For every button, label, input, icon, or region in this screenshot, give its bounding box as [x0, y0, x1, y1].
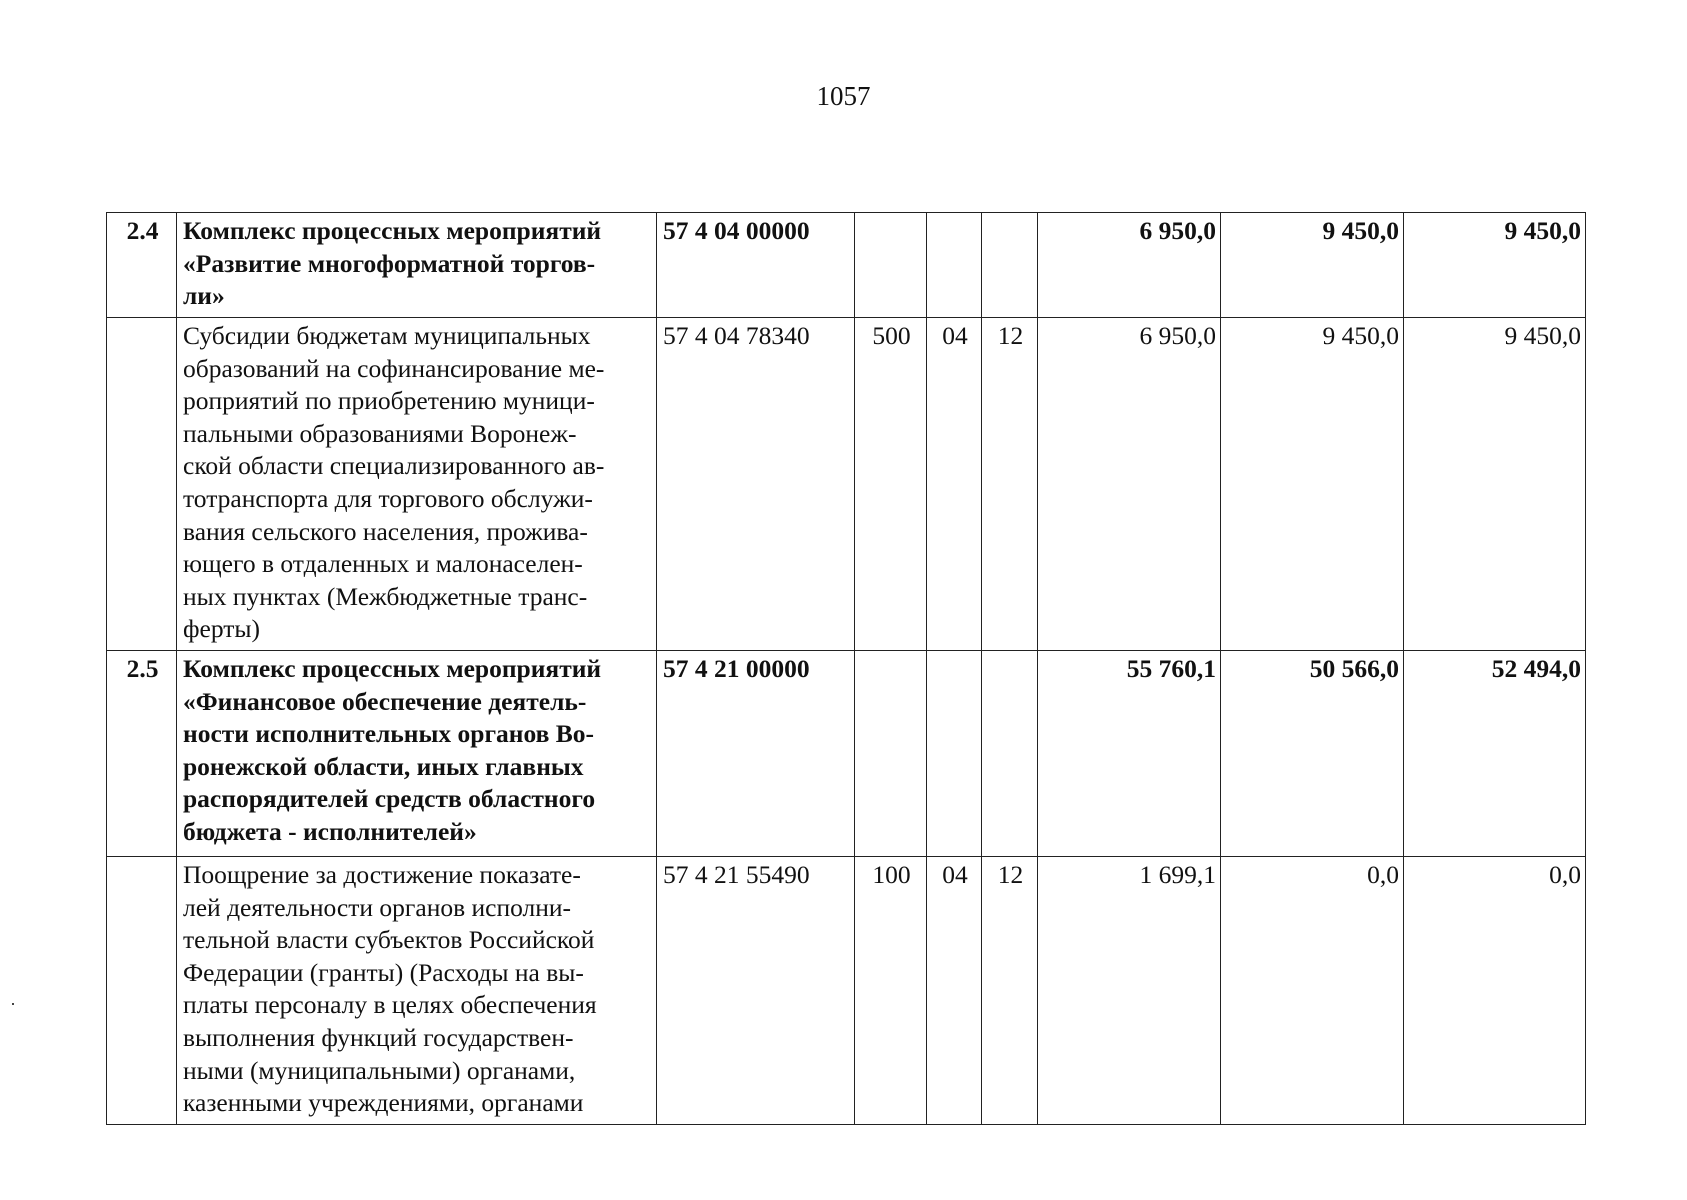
name-line: ных пунктах (Межбюджетные транс-	[183, 581, 588, 611]
target-code: 57 4 04 00000	[657, 213, 855, 318]
name-line: вания сельского населения, прожива-	[183, 516, 588, 546]
name-line: Комплекс процессных мероприятий	[183, 216, 602, 245]
name-line: тотранспорта для торгового обслужи-	[183, 483, 593, 513]
row-name	[177, 318, 657, 651]
name-line: лей деятельности органов исполни-	[183, 892, 572, 922]
target-code: 57 4 21 55490	[657, 857, 855, 1125]
name-line: ными (муниципальными) органами,	[183, 1055, 576, 1085]
name-line: пальными образованиями Воронеж-	[183, 418, 577, 448]
expense-type: 100	[855, 857, 927, 1125]
amount-year-1: 55 760,1	[1038, 651, 1221, 857]
name-line: Поощрение за достижение показате-	[183, 860, 581, 889]
name-line: «Финансовое обеспечение деятель-	[183, 686, 587, 716]
table-row	[107, 857, 1586, 1125]
table-row	[107, 318, 1586, 651]
name-line: роприятий по приобретению муници-	[183, 386, 595, 416]
section: 04	[927, 857, 982, 1125]
name-line: выполнения функций государствен-	[183, 1022, 574, 1052]
amount-year-3: 9 450,0	[1404, 213, 1586, 318]
row-number	[107, 318, 177, 651]
section	[927, 651, 982, 857]
name-line: Федерации (гранты) (Расходы на вы-	[183, 957, 584, 987]
table-row	[107, 213, 1586, 318]
name-line: ферты)	[183, 614, 261, 644]
row-number	[107, 857, 177, 1125]
amount-year-2: 9 450,0	[1221, 213, 1404, 318]
subsection	[982, 651, 1038, 857]
target-code: 57 4 04 78340	[657, 318, 855, 651]
section: 04	[927, 318, 982, 651]
name-line: ющего в отдаленных и малонаселен-	[183, 549, 583, 579]
section	[927, 213, 982, 318]
name-line: «Развитие многоформатной торгов-	[183, 248, 596, 278]
scan-speck	[12, 1003, 14, 1005]
name-line: ности исполнительных органов Во-	[183, 719, 594, 749]
subsection: 12	[982, 318, 1038, 651]
name-line: Субсидии бюджетам муниципальных	[183, 321, 591, 350]
amount-year-3: 52 494,0	[1404, 651, 1586, 857]
name-line: распорядителей средств областного	[183, 784, 596, 814]
name-line: ской области специализированного ав-	[183, 451, 605, 481]
amount-year-1: 6 950,0	[1038, 318, 1221, 651]
name-line: тельной власти субъектов Российской	[183, 925, 595, 955]
name-line: образований на софинансирование ме-	[183, 353, 605, 383]
amount-year-3: 0,0	[1404, 857, 1586, 1125]
amount-year-2: 0,0	[1221, 857, 1404, 1125]
table-row	[107, 651, 1586, 857]
subsection	[982, 213, 1038, 318]
name-line: бюджета - исполнителей»	[183, 816, 477, 846]
amount-year-1: 6 950,0	[1038, 213, 1221, 318]
target-code: 57 4 21 00000	[657, 651, 855, 857]
expense-type	[855, 651, 927, 857]
amount-year-1: 1 699,1	[1038, 857, 1221, 1125]
amount-year-3: 9 450,0	[1404, 318, 1586, 651]
budget-table	[106, 212, 1586, 1125]
row-name	[177, 651, 657, 857]
name-line: казенными учреждениями, органами	[183, 1088, 584, 1118]
amount-year-2: 50 566,0	[1221, 651, 1404, 857]
name-line: платы персоналу в целях обеспечения	[183, 990, 597, 1020]
row-name	[177, 213, 657, 318]
row-number: 2.5	[107, 651, 177, 857]
amount-year-2: 9 450,0	[1221, 318, 1404, 651]
name-line: ронежской области, иных главных	[183, 751, 584, 781]
expense-type: 500	[855, 318, 927, 651]
name-line: Комплекс процессных мероприятий	[183, 654, 602, 683]
page-number: 1057	[816, 81, 871, 111]
name-line: ли»	[183, 281, 225, 311]
row-name	[177, 857, 657, 1125]
expense-type	[855, 213, 927, 318]
subsection: 12	[982, 857, 1038, 1125]
row-number: 2.4	[107, 213, 177, 318]
